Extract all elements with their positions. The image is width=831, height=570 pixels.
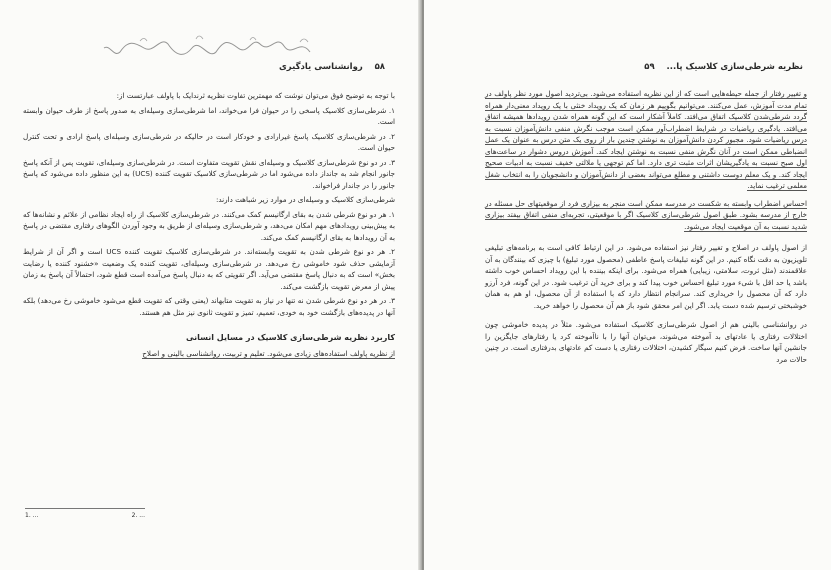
left-page-title: روانشناسی یادگیری bbox=[279, 62, 363, 72]
paragraph: شرطی‌سازی کلاسیک و وسیله‌ای در موارد زیر شباهت دارند: bbox=[215, 195, 395, 204]
footnote-right: 2. ... bbox=[131, 512, 145, 519]
right-page-number: ۵۹ bbox=[644, 62, 655, 72]
paragraph: احساس اضطراب وابسته به شکست در مدرسه ممکن است منجر به بیزاری فرد از موقعیتهای حل مسئله در خارج از مدرسه بشود. طبق اصول شرطی‌سازی کلاسیک اگر با موقعیتی، تجربه‌ای منفی اتفاق بیفتد بیزاری شدید نسبت به آن موقعیت ایجاد می‌شود. bbox=[485, 198, 807, 231]
paragraph: ۲. در شرطی‌سازی کلاسیک پاسخ غیرارادی و خودکار است در حالیکه در شرطی‌سازی وسیله‌ای پاسخ ارادی و تحت کنترل حیوان است. bbox=[23, 131, 395, 152]
paragraph: با توجه به توضیح فوق می‌توان نوشت که مهمترین تفاوت نظریه ثرندایک با پاولف عبارتست از: bbox=[116, 91, 395, 100]
paragraph: ۳. در هر دو نوع شرطی شدن نه تنها در نیاز به تقویت متابهاند (یعنی وقتی که تقویت قطع می‌شود خاموشی رخ می‌دهد) بلکه آنها در پدیده‌های بازگشت خود به خودی، تعمیم، تمیز و تقویت ثانوی نیز مثل هم هستند. bbox=[23, 296, 395, 317]
footnote bbox=[25, 508, 395, 519]
section-text: از نظریه پاولف استفاده‌های زیادی می‌شود. تعلیم و تربیت، روانشناسی بالینی و اصلاح bbox=[142, 348, 395, 358]
right-page bbox=[424, 0, 831, 570]
paragraph: ۱. شرطی‌سازی کلاسیک پاسخی را در حیوان فرا می‌خواند، اما شرطی‌سازی وسیله‌ای به صدور پاسخ از طرف حیوان وابسته است. bbox=[23, 105, 395, 126]
paragraph: و تغییر رفتار از جمله حیطه‌هایی است که از این نظریه استفاده می‌شود. بی‌تردید اصول مورد نظر پاولف در تمام مدت آموزش، عمل می‌کنند. می‌توانیم بگوییم هر زمان که یک رویداد خنثی با یک رویداد معنی‌دار همراه گردد شرطی‌شدن کلاسیک اتفاق می‌افتد. کاملاً آشکار است که این گونه همراه شدن رویدادها همیشه اتفاق می‌افتد. یادگیری ریاضیات در شرایط اضطراب‌آور ممکن است موجب نگرش منفی دانش‌آموزان نسبت به درس ریاضیات شود. مجبور کردن دانش‌آموزان به نوشتن چندین بار از روی یک متن درس به عنوان یک عمل انضباطی ممکن است در آنان نگرش منفی نسبت به نوشتن ایجاد کند. آموزش دروس دشوار در ساعت‌های اول صبح نسبت به یادگیریشان اثرات مثبت تری دارد. اما کم توجهی یا ملالتی خفیف نسبت به ادبیات صحیح ایجاد کند. و یک معلم دوست داشتنی و مطلع می‌تواند بعضی از دانش‌آموزان و دانشجویان را به انتخاب شغل معلمی ترغیب نماید. bbox=[485, 89, 807, 190]
right-page-title: نظریه شرطی‌سازی کلاسیک پا... bbox=[666, 62, 803, 72]
footnote-left: 1. ... bbox=[25, 512, 39, 519]
left-page-number: ۵۸ bbox=[374, 62, 385, 72]
paragraph: ۲. هر دو نوع شرطی شدن به تقویت وابسته‌اند. در شرطی‌سازی کلاسیک تقویت کننده UCS است و اگر آن از شرایط آزمایشی حذف شود خاموشی رخ می‌دهد. در شرطی‌سازی وسیله‌ای، تقویت کننده یک وضعیت «خشنود کننده یا رضایت بخش» است که به دنبال پاسخ مقتضی می‌آید. اگر تقویتی که به دنبال پاسخ می‌آمده است قطع شود، احتمالاً آن پاسخ به زمان پیش از معرض تقویت بازگشت می‌کند. bbox=[23, 247, 395, 291]
paragraph: ۱. هر دو نوع شرطی شدن به بقای ارگانیسم کمک می‌کنند. در شرطی‌سازی کلاسیک از راه ایجاد نظامی از علائم و نشانه‌ها که به پیش‌بینی رویدادهای مهم امکان می‌دهد، و شرطی‌سازی وسیله‌ای از طریق به وجود آوردن الگوهای رفتاری مقتضی در پاسخ به آن رویدادها به بقای ارگانیسم کمک می‌کند. bbox=[23, 209, 395, 242]
paragraph: از اصول پاولف در اصلاح و تغییر رفتار نیز استفاده می‌شود. در این ارتباط کافی است به برنامه‌های تبلیغی تلویزیون به دقت نگاه کنیم. در این گونه تبلیغات پاسخ عاطفی (محصول مورد تبلیغ) با چیزی که بینندگان به آن علاقمندند (مثل ثروت، سلامتی، زیبایی) همراه می‌شود. برای اینکه بیننده با این رویداد احساس خوب داشته باشد یا حد اقل با شیء مورد تبلیغ احساس خوب پیدا کند و برای خرید آن ترغیب شود. در این گونه، فرد آرزو دارد که آن محصول را خریداری کند. سرانجام انتظار دارد که با استفاده از آن محصول، او هم به همان خوشبختی ترسیم شده دست یابد. اگر این امر محقق شود باز هم آن محصول را خواهد خرید. bbox=[485, 243, 807, 310]
paragraph: ۳. در دو نوع شرطی‌سازی کلاسیک و وسیله‌ای نقش تقویت متفاوت است. در شرطی‌سازی وسیله‌ای، تقویت پس از آنکه پاسخ جانور انجام شد به جانداز داده می‌شود اما در شرطی‌سازی کلاسیک تقویت کننده (UCS) به این منظور داده می‌شود که پاسخ جانور را در جاندار فرا‌خواند. bbox=[23, 157, 395, 190]
left-page-header bbox=[279, 62, 385, 72]
left-page-body bbox=[23, 90, 395, 362]
section-title: کاربرد نظریه شرطی‌سازی کلاسیک در مسایل انسانی bbox=[186, 333, 395, 342]
footnote-rule bbox=[25, 508, 145, 509]
handwritten-note-image bbox=[100, 30, 320, 64]
right-page-header bbox=[644, 62, 803, 72]
paragraph: در روانشناسی بالینی هم از اصول شرطی‌سازی کلاسیک استفاده می‌شود. مثلاً در پدیده خاموشی چون اختلالات رفتاری یا عادتهای بد آموخته می‌شوند، می‌توان آنها را با ناآموخته کرد یا رفتارهای جایگزین را جانشین آنها ساخت. فرض کنیم سیگار کشیدن، اختلالات رفتاری یا دست کم عادتهای بدرفتاری است. در چنین حالات مرد bbox=[485, 320, 807, 364]
right-page-body bbox=[485, 88, 807, 368]
